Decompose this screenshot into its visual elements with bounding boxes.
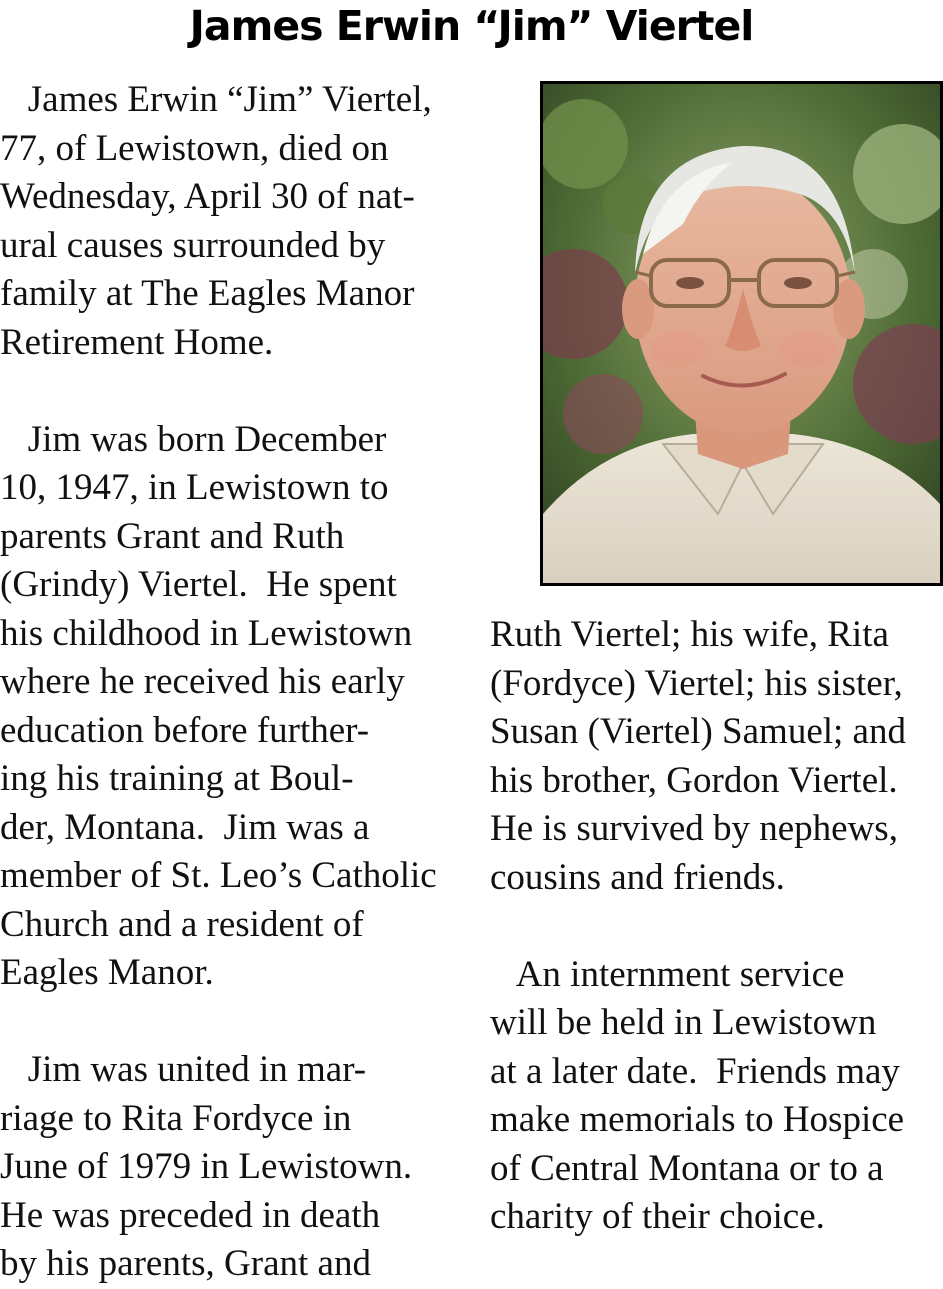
paragraph-gap <box>0 998 460 1047</box>
paragraph-gap <box>490 902 942 951</box>
paragraph-gap <box>0 367 460 416</box>
right-column <box>490 611 942 1242</box>
left-column <box>0 76 460 1289</box>
paragraph-survivors: Ruth Viertel; his wife, Rita (Fordyce) Viertel; his sister, Susan (Viertel) Samuel; and his brother, Gordon Viertel. He is survived by nephews, cousins and friends. <box>490 614 906 898</box>
portrait-illustration <box>543 84 940 583</box>
paragraph-early-life: Jim was born December 10, 1947, in Lewistown to parents Grant and Ruth (Grindy) Viertel. He spent his childhood in Lewistown where he received his early education before further- ing his training at Boul- der, Montana. Jim was a member of St. Leo’s Catholic Church and a resident of Eagles Manor. <box>0 418 437 993</box>
paragraph-death-notice: James Erwin “Jim” Viertel, 77, of Lewistown, died on Wednesday, April 30 of nat- ural causes surrounded by family at The Eagles Manor Retirement Home. <box>0 79 432 363</box>
paragraph-marriage: Jim was united in mar- riage to Rita Fordyce in June of 1979 in Lewistown. He was preceded in death by his parents, Grant and <box>0 1049 413 1284</box>
paragraph-service: An internment service will be held in Lewistown at a later date. Friends may make memorials to Hospice of Central Montana or to a charity of their choice. <box>490 953 905 1237</box>
obituary-headline: James Erwin “Jim” Viertel <box>189 2 754 50</box>
portrait-photo <box>540 81 943 586</box>
